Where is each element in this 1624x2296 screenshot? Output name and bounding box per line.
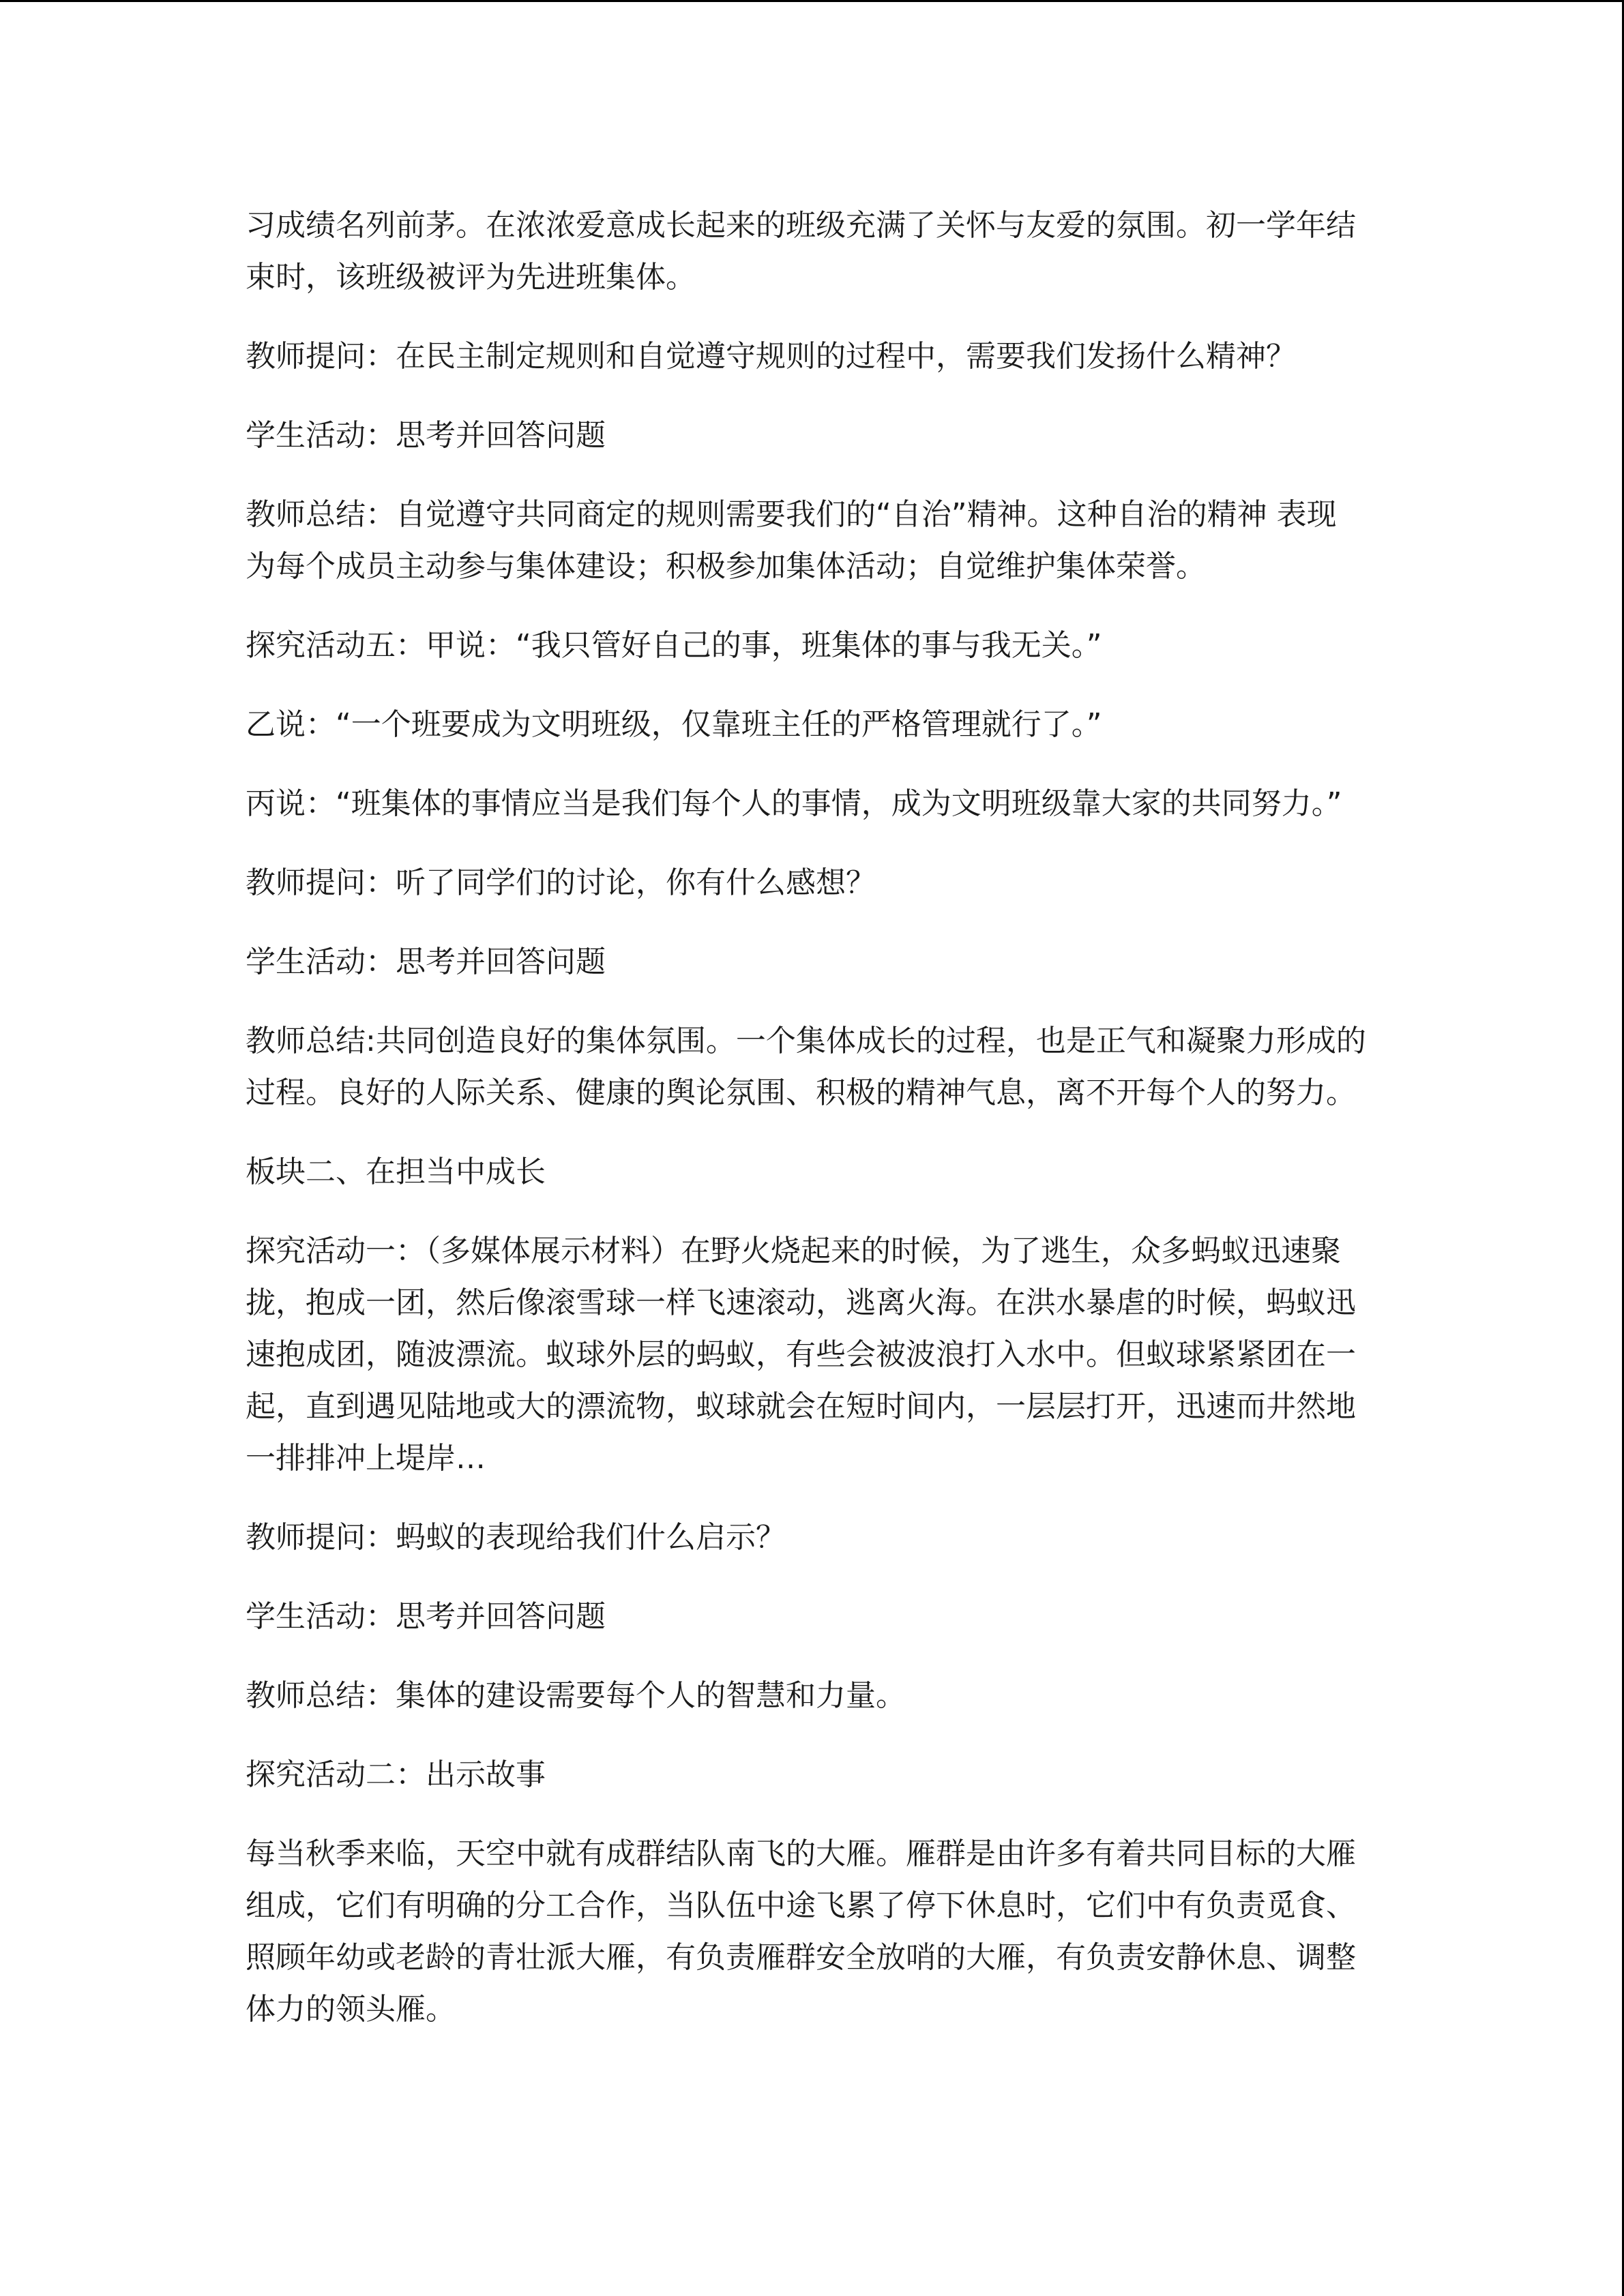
paragraph-line: 探究活动一：（多媒体展示材料）在野火烧起来的时候，为了逃生，众多蚂蚁迅速聚 [246,1234,1341,1268]
paragraph-15 [246,1670,1378,1722]
paragraph-line: 乙说：“一个班要成为文明班级，仅靠班主任的严格管理就行了。” [246,707,1102,742]
paragraph-line: 教师总结：自觉遵守共同商定的规则需要我们的“自治”精神。这种自治的精神 表现 [246,497,1337,532]
paragraph-line: 教师提问：蚂蚁的表现给我们什么启示？ [246,1520,786,1555]
paragraph-16 [246,1749,1378,1801]
paragraph-line: 教师总结：集体的建设需要每个人的智慧和力量。 [246,1678,906,1713]
paragraph-line: 每当秋季来临，天空中就有成群结队南飞的大雁。雁群是由许多有着共同目标的大雁 [246,1836,1356,1871]
paragraph-line: 学生活动：思考并回答问题 [246,944,606,979]
paragraph-line: 起，直到遇见陆地或大的漂流物，蚁球就会在短时间内，一层层打开，迅速而井然地 [246,1389,1356,1424]
paragraph-line: 习成绩名列前茅。在浓浓爱意成长起来的班级充满了关怀与友爱的氛围。初一学年结 [246,208,1356,243]
paragraph-line: 一排排冲上堤岸… [246,1441,486,1476]
paragraph-2 [246,331,1378,383]
paragraph-line: 板块二、在担当中成长 [246,1154,546,1189]
paragraph-1 [246,200,1378,303]
paragraph-10 [246,1015,1378,1119]
paragraph-line: 教师总结:共同创造良好的集体氛围。一个集体成长的过程，也是正气和凝聚力形成的 [246,1024,1366,1058]
paragraph-line: 体力的领头雁。 [246,1992,456,2027]
paragraph-line: 束时，该班级被评为先进班集体。 [246,260,696,295]
section-heading [246,1146,1378,1198]
paragraph-8 [246,857,1378,909]
paragraph-4 [246,489,1378,593]
paragraph-line: 教师提问：听了同学们的讨论，你有什么感想？ [246,865,876,900]
paragraph-line: 组成，它们有明确的分工合作，当队伍中途飞累了停下休息时，它们中有负责觅食、 [246,1888,1356,1923]
paragraph-line: 丙说：“班集体的事情应当是我们每个人的事情，成为文明班级靠大家的共同努力。” [246,786,1342,821]
paragraph-6 [246,699,1378,751]
paragraph-17 [246,1828,1378,2036]
paragraph-line: 教师提问：在民主制定规则和自觉遵守规则的过程中，需要我们发扬什么精神？ [246,339,1296,374]
paragraph-line: 速抱成团，随波漂流。蚁球外层的蚂蚁，有些会被波浪打入水中。但蚁球紧紧团在一 [246,1337,1356,1372]
paragraph-line: 为每个成员主动参与集体建设；积极参加集体活动；自觉维护集体荣誉。 [246,549,1206,584]
paragraph-12 [246,1225,1378,1485]
paragraph-line: 拢，抱成一团，然后像滚雪球一样飞速滚动，逃离火海。在洪水暴虐的时候，蚂蚁迅 [246,1285,1356,1320]
paragraph-line: 探究活动二：出示故事 [246,1757,546,1792]
paragraph-14 [246,1591,1378,1643]
paragraph-line: 学生活动：思考并回答问题 [246,418,606,453]
paragraph-7 [246,778,1378,830]
paragraph-line: 探究活动五：甲说：“我只管好自己的事，班集体的事与我无关。” [246,628,1102,663]
paragraph-13 [246,1512,1378,1564]
paragraph-9 [246,936,1378,988]
paragraph-5 [246,620,1378,672]
paragraph-line: 学生活动：思考并回答问题 [246,1599,606,1634]
paragraph-3 [246,410,1378,462]
paragraph-line: 过程。良好的人际关系、健康的舆论氛围、积极的精神气息，离不开每个人的努力。 [246,1075,1356,1110]
document-body [246,200,1378,2063]
paragraph-line: 照顾年幼或老龄的青壮派大雁，有负责雁群安全放哨的大雁，有负责安静休息、调整 [246,1940,1356,1975]
